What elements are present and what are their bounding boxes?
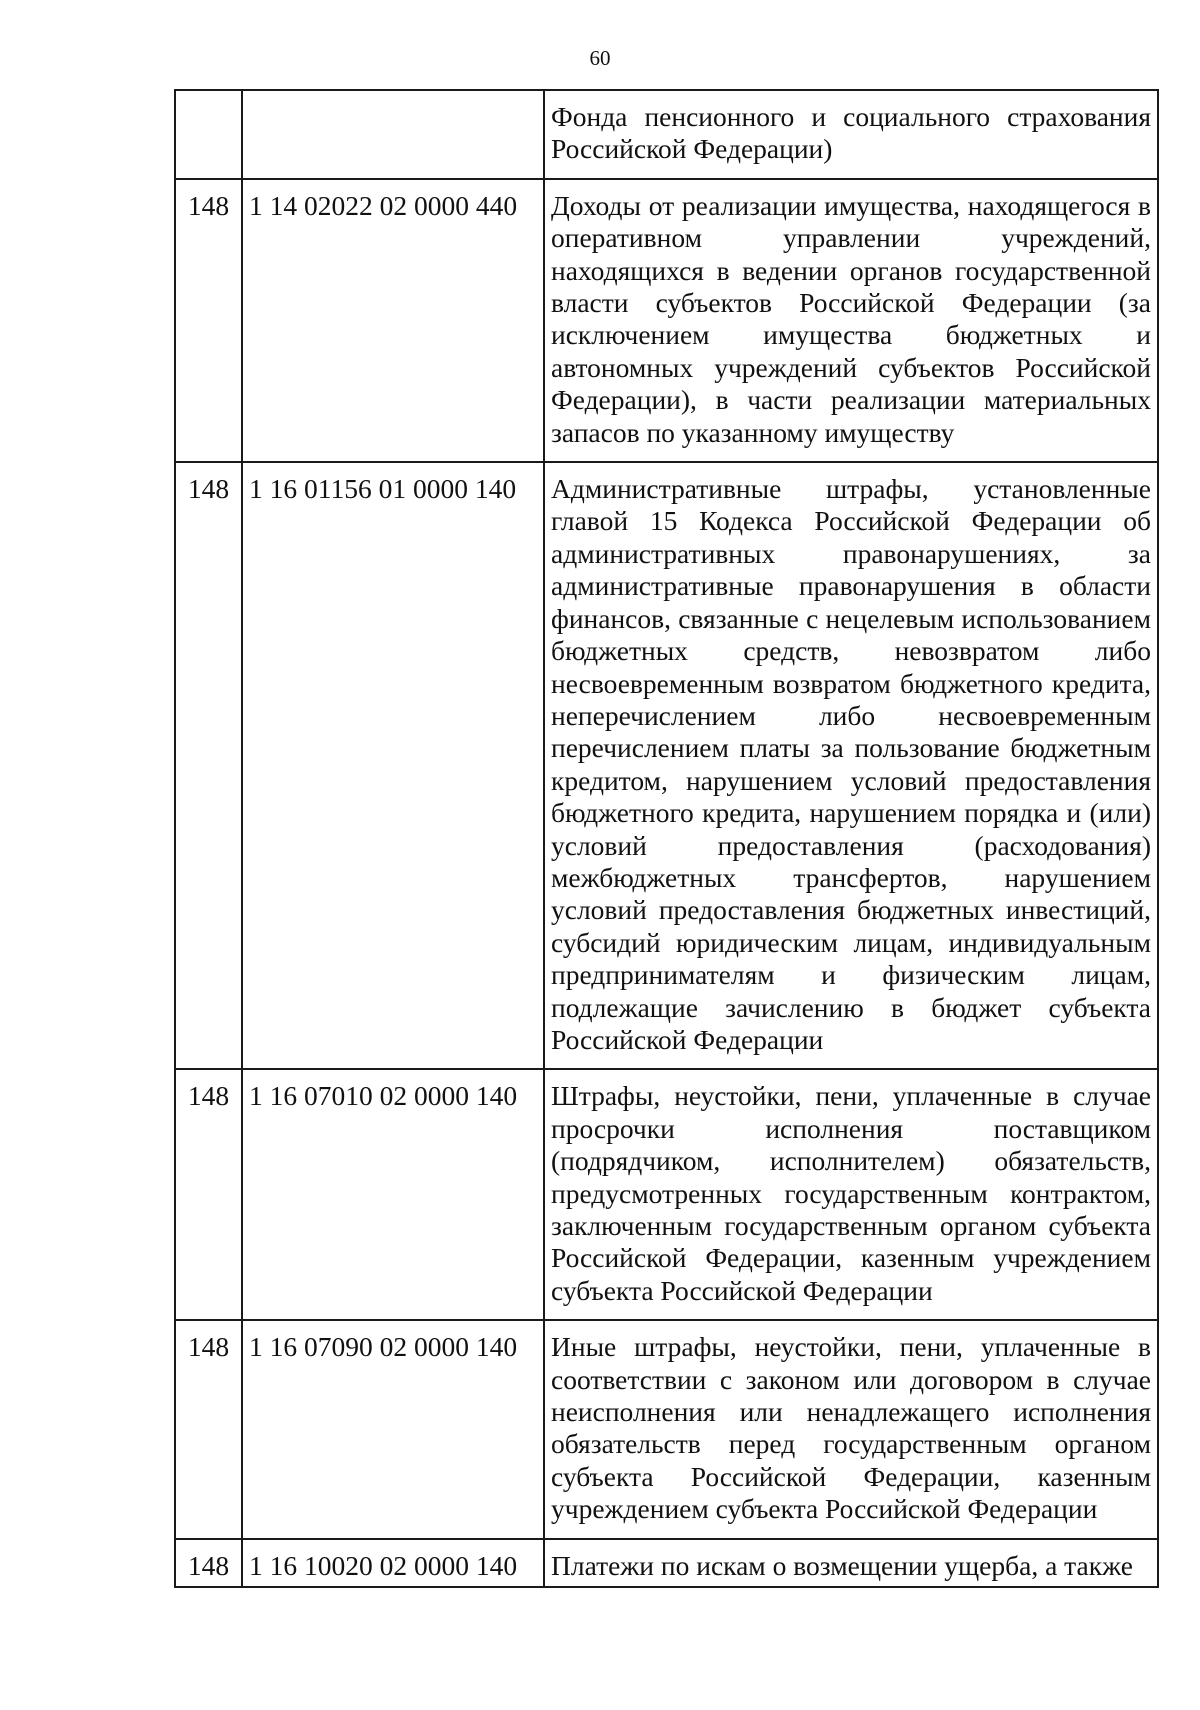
budget-code-cell: 1 14 02022 02 0000 440 xyxy=(242,179,544,462)
page-number: 60 xyxy=(589,46,611,70)
table-row xyxy=(175,1069,1158,1320)
table-row xyxy=(175,1320,1158,1538)
table-row xyxy=(175,90,1158,179)
income-name-cell: Фонда пенсионного и социального страхования Российской Федерации) xyxy=(544,90,1158,179)
income-name-cell: Доходы от реализации имущества, находящегося в оперативном управлении учреждений, находящихся в ведении органов государственной власти субъектов Российской Федерации (за исключением имущества бюджетных и автономных учреждений субъектов Российской Федерации), в части реализации материальных запасов по указанному имуществу xyxy=(544,179,1158,462)
income-name-cell: Административные штрафы, установленные главой 15 Кодекса Российской Федерации об административных правонарушениях, за административные правонарушения в области финансов, связанные с нецелевым использованием бюджетных средств, невозвратом либо несвоевременным возвратом бюджетного кредита, неперечислением либо несвоевременным перечислением платы за пользование бюджетным кредитом, нарушением условий предоставления бюджетного кредита, нарушением порядка и (или) условий предоставления (расходования) межбюджетных трансфертов, нарушением условий предоставления бюджетных инвестиций, субсидий юридическим лицам, индивидуальным предпринимателям и физическим лицам, подлежащие зачислению в бюджет субъекта Российской Федерации xyxy=(544,462,1158,1069)
budget-code-cell: 1 16 01156 01 0000 140 xyxy=(242,462,544,1069)
admin-code-cell: 148 xyxy=(175,179,242,462)
budget-codes-table xyxy=(174,89,1159,1588)
admin-code-cell: 148 xyxy=(175,1320,242,1538)
income-name-cell: Платежи по искам о возмещении ущерба, а также xyxy=(544,1539,1158,1587)
table-row xyxy=(175,462,1158,1069)
admin-code-cell: 148 xyxy=(175,462,242,1069)
admin-code-cell xyxy=(175,90,242,179)
budget-code-cell: 1 16 07010 02 0000 140 xyxy=(242,1069,544,1320)
admin-code-cell: 148 xyxy=(175,1539,242,1587)
budget-code-cell: 1 16 07090 02 0000 140 xyxy=(242,1320,544,1538)
admin-code-cell: 148 xyxy=(175,1069,242,1320)
table-row xyxy=(175,179,1158,462)
budget-code-cell xyxy=(242,90,544,179)
table-row xyxy=(175,1539,1158,1587)
income-name-cell: Штрафы, неустойки, пени, уплаченные в случае просрочки исполнения поставщиком (подрядчиком, исполнителем) обязательств, предусмотренных государственным контрактом, заключенным государственным органом субъекта Российской Федерации, казенным учреждением субъекта Российской Федерации xyxy=(544,1069,1158,1320)
budget-code-cell: 1 16 10020 02 0000 140 xyxy=(242,1539,544,1587)
income-name-cell: Иные штрафы, неустойки, пени, уплаченные в соответствии с законом или договором в случае неисполнения или ненадлежащего исполнения обязательств перед государственным органом субъекта Российской Федерации, казенным учреждением субъекта Российской Федерации xyxy=(544,1320,1158,1538)
